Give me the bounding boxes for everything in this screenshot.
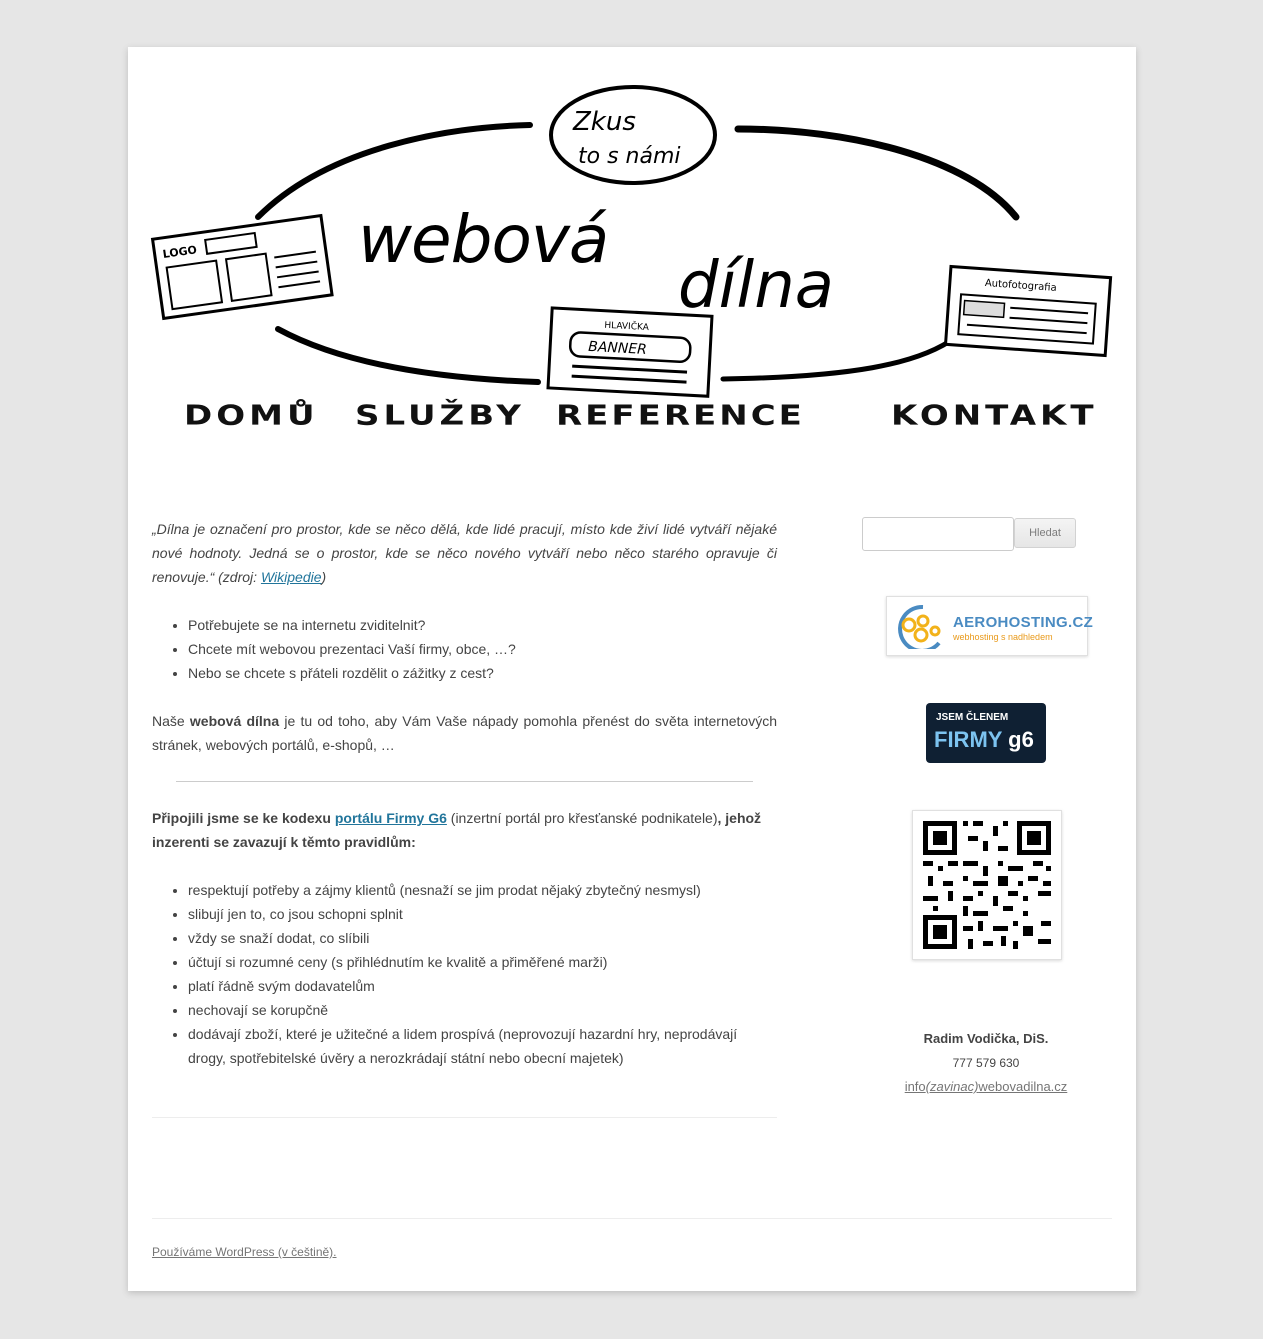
aerohosting-subtitle: webhosting s nadhledem <box>953 632 1053 642</box>
list-item: • respektují potřeby a zájmy klientů (nesnaží se jim prodat nějaký zbytečný nesmysl) <box>188 878 777 902</box>
footer-divider <box>152 1218 1112 1219</box>
qr-code-image <box>912 810 1062 960</box>
g6-firmy-label: FIRMY <box>934 727 1009 752</box>
search-button[interactable]: Hledat <box>1014 518 1076 548</box>
list-item: • Chcete mít webovou prezentaci Vaší firmy, obce, …? <box>188 637 777 661</box>
quote-text: „Dílna je označení pro prostor, kde se něco dělá, kde lidé pracují, místo kde živí lidé vytváří nějaké nové hodnoty. Jedná se o prostor, kde se něco nového vytváří nebo něco starého opravuje či renovuje.“ (zdroj: <box>152 521 777 585</box>
list-item: • dodávají zboží, které je užitečné a lidem prospívá (neprovozují hazardní hry, neprodávají drogy, spotřebitelské úvěry a nerozkrádají státní nebo obecní majetek) <box>188 1022 777 1070</box>
g6-member-text: JSEM ČLENEM <box>936 712 1009 723</box>
list-item: • Potřebujete se na internetu zviditelnit? <box>188 613 777 637</box>
rules-list <box>152 878 777 1070</box>
list-item: • slibují jen to, co jsou schopni splnit <box>188 902 777 926</box>
svg-text:HLAVIČKA: HLAVIČKA <box>604 320 650 334</box>
intro-text-pre: Naše <box>152 713 190 729</box>
code-text-normal: (inzertní portál pro křesťanské podnikatele) <box>446 810 718 826</box>
g6-number-label: g6 <box>1008 727 1034 752</box>
logo-text-dilna: dílna <box>678 249 834 323</box>
list-item: • vždy se snaží dodat, co slíbili <box>188 926 777 950</box>
nav-item-kontakt[interactable]: KONTAKT <box>891 399 1098 432</box>
contact-email-post: webovadilna.cz <box>978 1079 1068 1094</box>
nav-item-reference[interactable]: REFERENCE <box>556 399 805 432</box>
code-text-bold: Připojili jsme se ke kodexu <box>152 810 335 826</box>
svg-text:to s námi: to s námi <box>578 144 681 169</box>
svg-text:LOGO: LOGO <box>161 243 198 261</box>
contact-email-link[interactable] <box>905 1079 1068 1094</box>
aerohosting-title: AEROHOSTING.CZ <box>953 614 1094 631</box>
intro-text-post: je tu od toho, aby Vám Vaše nápady pomohla přenést do světa internetových stránek, webových portálů, e-shopů, … <box>152 713 777 753</box>
logo-bubble-text: Zkus <box>573 107 636 137</box>
code-paragraph <box>152 806 777 854</box>
divider <box>176 781 753 782</box>
list-item: • účtují si rozumné ceny (s přihlédnutím ke kvalitě a přiměřené marži) <box>188 950 777 974</box>
list-item: • platí řádně svým dodavatelům <box>188 974 777 998</box>
contact-name: Radim Vodička, DiS. <box>923 1031 1049 1046</box>
questions-list <box>152 613 777 685</box>
site-logo-header[interactable] <box>148 67 1118 417</box>
firmy-g6-link[interactable]: portálu Firmy G6 <box>334 810 447 826</box>
code-text-bold-2: , jehož inzerenti se zavazují k těmto pravidlům: <box>152 810 762 850</box>
main-navigation <box>128 399 1136 443</box>
aerohosting-banner[interactable] <box>886 596 1094 656</box>
quote-paragraph <box>152 517 777 589</box>
intro-text-bold: webová dílna <box>189 713 280 729</box>
intro-paragraph <box>152 709 777 757</box>
contact-email-pre: info <box>904 1079 926 1094</box>
nav-item-sluzby[interactable]: SLUŽBY <box>355 399 525 432</box>
logo-text-webova: webová <box>358 201 609 278</box>
wikipedia-link[interactable]: Wikipedie <box>260 569 322 585</box>
g6-firmy-text <box>934 727 1034 753</box>
contact-phone: 777 579 630 <box>952 1056 1020 1070</box>
svg-text:Autofotografia: Autofotografia <box>984 277 1058 294</box>
svg-text:BANNER: BANNER <box>587 338 648 358</box>
main-content <box>152 517 777 1094</box>
contact-email-mid: (zavinac) <box>925 1079 979 1094</box>
firmy-g6-banner[interactable] <box>926 703 1046 763</box>
list-item: • Nebo se chcete s přáteli rozdělit o zážitky z cest? <box>188 661 777 685</box>
page <box>128 47 1136 1291</box>
list-item: • nechovají se korupčně <box>188 998 777 1022</box>
footer-wordpress-link[interactable]: Používáme WordPress (v češtině). <box>152 1245 337 1259</box>
qr-code-icon <box>913 811 1061 959</box>
nav-item-domu[interactable]: DOMŮ <box>184 399 319 432</box>
aerohosting-logo-icon <box>893 603 949 649</box>
search-input[interactable] <box>862 517 1014 551</box>
content-divider <box>152 1117 777 1118</box>
quote-end: ) <box>321 569 327 585</box>
contact-info <box>862 1027 1110 1099</box>
